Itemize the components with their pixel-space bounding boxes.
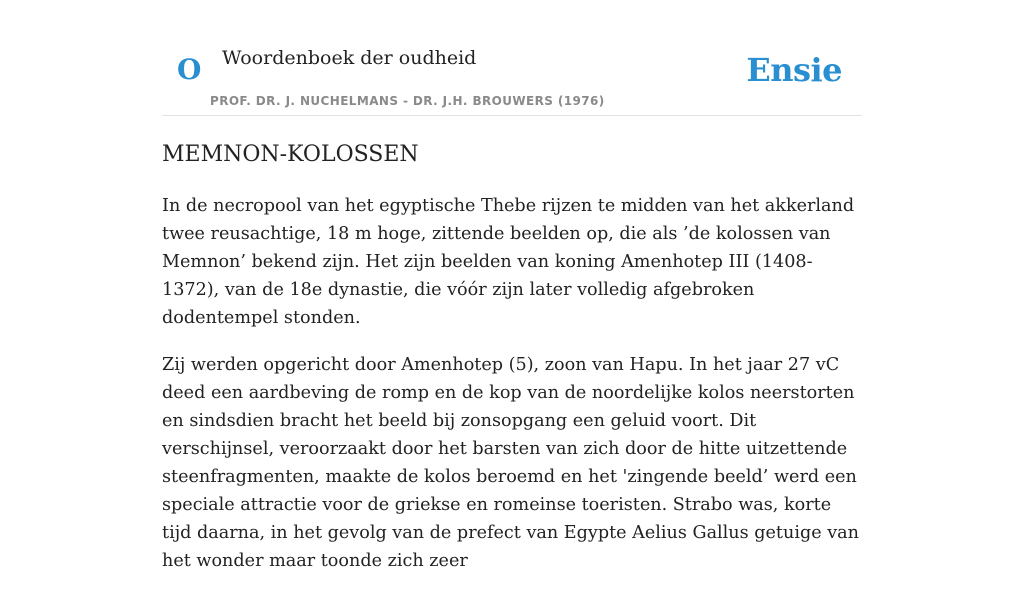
book-title-link[interactable]: Woordenboek der oudheid bbox=[222, 47, 477, 69]
book-letter-icon: O bbox=[177, 53, 202, 86]
article-paragraph: Zij werden opgericht door Amenhotep (5), zoon van Hapu. In het jaar 27 vC deed een aardbeving de romp en de kop van de noordelijke kolos neerstorten en sindsdien bracht het beeld bij zonsopgang een geluid voort. Dit verschijnsel, veroorzaakt door het barsten van zich door de hitte uitzettende steenfragmenten, maakte de kolos beroemd en het 'zingende beeld’ werd een speciale attractie voor de griekse en romeinse toeristen. Strabo was, korte tijd daarna, in het gevolg van de prefect van Egypte Aelius Gallus getuige van het wonder maar toonde zich zeer bbox=[162, 355, 859, 571]
book-authors: PROF. DR. J. NUCHELMANS - DR. J.H. BROUWERS (1976) bbox=[210, 94, 605, 108]
article-body bbox=[162, 192, 862, 594]
article-paragraph: In de necropool van het egyptische Thebe rijzen te midden van het akkerland twee reusachtige, 18 m hoge, zittende beelden op, die als ’de kolossen van Memnon’ bekend zijn. Het zijn beelden van koning Amenhotep III (1408-1372), van de 18e dynastie, die vóór zijn later volledig afgebroken dodentempel stonden. bbox=[162, 196, 855, 328]
book-header bbox=[162, 0, 862, 116]
article-title: MEMNON-KOLOSSEN bbox=[162, 142, 419, 167]
brand-logo-link[interactable]: Ensie bbox=[746, 51, 842, 89]
